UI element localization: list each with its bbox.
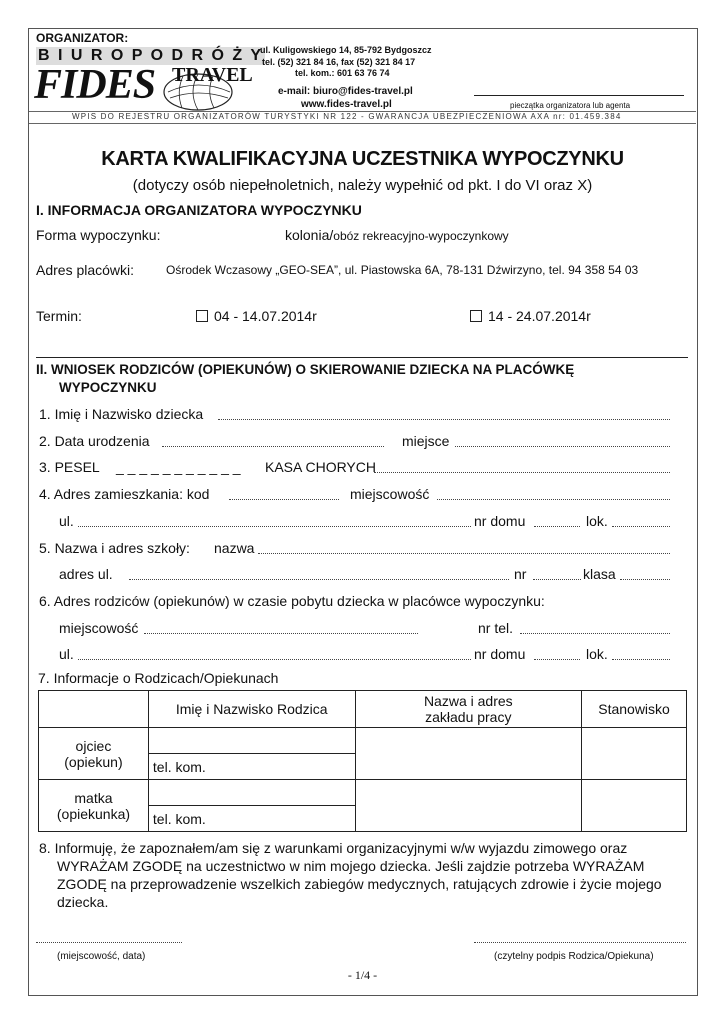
parents-table (38, 690, 687, 832)
father-phone-cell[interactable]: tel. kom. (148, 754, 355, 780)
forma-value-a: kolonia/ (285, 227, 334, 243)
col-name-header: Imię i Nazwisko Rodzica (148, 691, 355, 728)
f6-ul-label: ul. (59, 646, 74, 662)
place-date-field[interactable] (36, 942, 182, 943)
kasa-chorych-field[interactable] (374, 472, 670, 473)
f4-ul-label: ul. (59, 513, 74, 529)
page-number: - 1/4 - (347, 968, 378, 982)
website-link[interactable]: www.fides-travel.pl (301, 99, 392, 110)
header-divider-bottom (29, 123, 696, 124)
termin-option-2[interactable] (470, 308, 591, 324)
birth-place-field[interactable] (455, 446, 670, 447)
f3-label: 3. PESEL (39, 459, 100, 475)
postal-code-field[interactable] (229, 499, 339, 500)
birth-date-field[interactable] (162, 446, 384, 447)
section2-heading-2: WYPOCZYNKU (59, 380, 157, 395)
f6-miejscowosc-label: miejscowość (59, 620, 139, 636)
mother-line-2: (opiekunka) (56, 805, 131, 822)
table-row (39, 780, 687, 806)
father-label (39, 728, 149, 780)
parents-flat-field[interactable] (612, 659, 670, 660)
f4-lok-label: lok. (586, 513, 608, 529)
tel-fax: tel. (52) 321 84 16, fax (52) 321 84 17 (262, 57, 416, 67)
father-line-1: ojciec (75, 737, 112, 754)
adres-label: Adres placówki: (36, 262, 135, 278)
f4-label: 4. Adres zamieszkania: kod (39, 486, 210, 502)
adres-value: Ośrodek Wczasowy „GEO-SEA”, ul. Piastowska 6A, 78-131 Dźwirzyno, tel. 94 358 54 03 (166, 263, 639, 277)
address: ul. Kuligowskiego 14, 85-792 Bydgoszcz (260, 45, 432, 55)
father-line-2: (opiekun) (64, 753, 123, 770)
page-subtitle: (dotyczy osób niepełnoletnich, należy wypełnić od pkt. I do VI oraz X) (132, 177, 593, 194)
street-field[interactable] (78, 526, 471, 527)
city-field[interactable] (437, 499, 670, 500)
parents-street-field[interactable] (78, 659, 471, 660)
mother-work-cell[interactable] (355, 780, 582, 832)
father-work-cell[interactable] (355, 728, 582, 780)
page-title: KARTA KWALIFIKACYJNA UCZESTNIKA WYPOCZYNKU (101, 148, 624, 170)
school-street-field[interactable] (129, 579, 509, 580)
termin-2-label: 14 - 24.07.2014r (488, 308, 591, 324)
checkbox-icon[interactable] (470, 310, 482, 322)
mother-position-cell[interactable] (582, 780, 687, 832)
consent-line-1: 8. Informuję, że zapoznałem/am się z warunkami organizacyjnymi w/w wyjazdu zimowego oraz (39, 840, 628, 856)
f3b-label: KASA CHORYCH (265, 459, 376, 475)
class-field[interactable] (620, 579, 670, 580)
consent-line-4: dziecka. (57, 894, 109, 910)
stamp-label: pieczątka organizatora lub agenta (510, 101, 631, 110)
table-header-empty (39, 691, 149, 728)
pesel-field[interactable]: _ _ _ _ _ _ _ _ _ _ _ (116, 459, 241, 475)
f6-label: 6. Adres rodziców (opiekunów) w czasie pobytu dziecka w placówce wypoczynku: (39, 593, 545, 609)
parents-city-field[interactable] (144, 633, 418, 634)
f4b-label: miejscowość (350, 486, 430, 502)
house-number-field[interactable] (534, 526, 580, 527)
table-header-row (39, 691, 687, 728)
termin-1-label: 04 - 14.07.2014r (214, 308, 317, 324)
f5-adres-label: adres ul. (59, 566, 113, 582)
email[interactable]: e-mail: biuro@fides-travel.pl (278, 86, 413, 97)
col-work-line-1: Nazwa i adres (423, 693, 513, 709)
section1-heading: I. INFORMACJA ORGANIZATORA WYPOCZYNKU (36, 202, 362, 218)
organizator-label: ORGANIZATOR: (36, 31, 129, 45)
termin-label: Termin: (36, 308, 82, 324)
father-position-cell[interactable] (582, 728, 687, 780)
mother-line-1: matka (74, 789, 113, 806)
table-row (39, 728, 687, 754)
section2-heading-1: II. WNIOSEK RODZICÓW (OPIEKUNÓW) O SKIEROWANIE DZIECKA NA PLACÓWKĘ (36, 362, 575, 377)
logo-sub: TRAVEL (172, 64, 253, 86)
col-work-header (355, 691, 582, 728)
sig-left-label: (miejscowość, data) (57, 951, 146, 962)
biuro-label: B I U R O P O D R Ó Ż Y (38, 47, 263, 64)
f6-lok-label: lok. (586, 646, 608, 662)
logo-main: FIDES (34, 62, 156, 108)
tel-kom: tel. kom.: 601 63 76 74 (295, 68, 390, 78)
col-position-header: Stanowisko (582, 691, 687, 728)
registry-line: WPIS DO REJESTRU ORGANIZATORÓW TURYSTYKI NR 122 - GWARANCJA UBEZPIECZENIOWA AXA nr: 01.459.384 (72, 112, 622, 121)
f2b-label: miejsce (402, 433, 450, 449)
child-name-field[interactable] (218, 419, 670, 420)
signature-field[interactable] (474, 942, 686, 943)
f2-label: 2. Data urodzenia (39, 433, 150, 449)
mother-name-cell[interactable] (148, 780, 355, 806)
f5-label: 5. Nazwa i adres szkoły: (39, 540, 190, 556)
sig-right-label: (czytelny podpis Rodzica/Opiekuna) (494, 951, 654, 962)
parents-house-field[interactable] (534, 659, 580, 660)
forma-value (285, 227, 509, 243)
section-divider (36, 357, 688, 358)
forma-value-b: obóz rekreacyjno-wypoczynkowy (333, 229, 509, 243)
f5-klasa-label: klasa (583, 566, 616, 582)
forma-label: Forma wypoczynku: (36, 227, 161, 243)
mother-phone-cell[interactable]: tel. kom. (148, 806, 355, 832)
termin-option-1[interactable] (196, 308, 317, 324)
f5-nr-label: nr (514, 566, 527, 582)
school-name-field[interactable] (258, 553, 670, 554)
f5-nazwa-label: nazwa (214, 540, 255, 556)
parents-phone-field[interactable] (520, 633, 670, 634)
mother-label (39, 780, 149, 832)
consent-line-2: WYRAŻAM ZGODĘ na uczestnictwo w nim mojego dziecka. Jeśli zajdzie potrzeba WYRAŻAM (57, 858, 645, 874)
col-work-line-2: zakładu pracy (425, 709, 512, 725)
consent-line-3: ZGODĘ na przeprowadzenie wszelkich zabiegów medycznych, ratujących zdrowie i życie mojego (57, 876, 662, 892)
f7-label: 7. Informacje o Rodzicach/Opiekunach (38, 670, 279, 686)
father-name-cell[interactable] (148, 728, 355, 754)
flat-number-field[interactable] (612, 526, 670, 527)
f6-nrtel-label: nr tel. (478, 620, 514, 636)
stamp-line (474, 95, 684, 96)
school-number-field[interactable] (533, 579, 581, 580)
f1-label: 1. Imię i Nazwisko dziecka (39, 406, 204, 422)
f6-nrdomu-label: nr domu (474, 646, 526, 662)
f4-nrdomu-label: nr domu (474, 513, 526, 529)
checkbox-icon[interactable] (196, 310, 208, 322)
